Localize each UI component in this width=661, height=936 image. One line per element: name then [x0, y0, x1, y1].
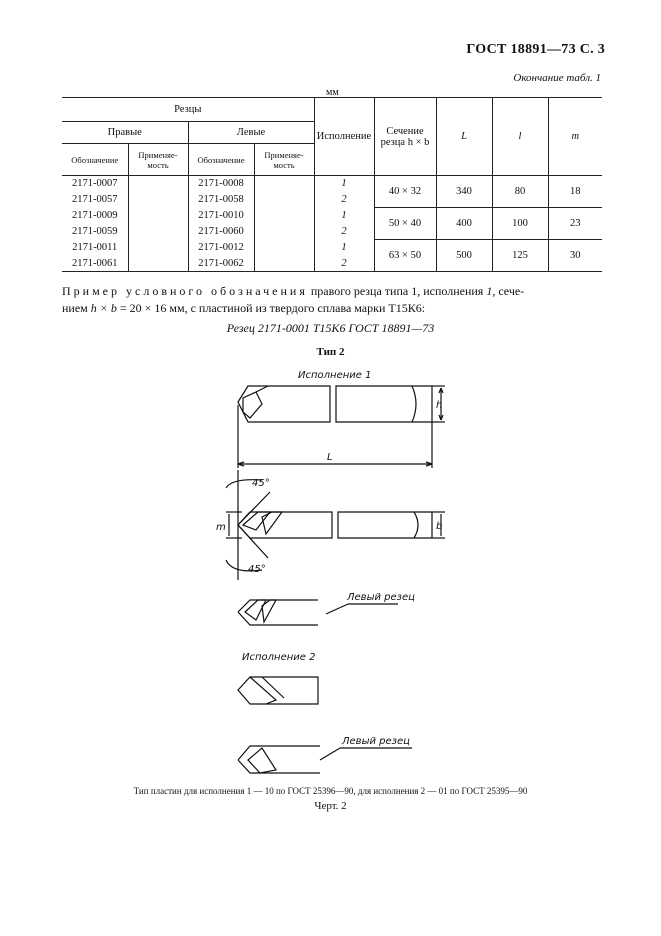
label-angle1: 45° [252, 478, 270, 489]
left-cutter-isp2 [238, 746, 412, 773]
cell-L: 400 [436, 208, 492, 240]
cell-left: 2171-0060 [188, 224, 254, 240]
cell-right: 2171-0009 [72, 210, 118, 221]
cell-right: 2171-0061 [62, 256, 128, 272]
cell-left: 2171-0058 [188, 192, 254, 208]
cell-l: 80 [492, 176, 548, 208]
cell-right: 2171-0011 [72, 242, 118, 253]
cell-isp: 2 [314, 256, 374, 272]
header-section-1: Сечение [386, 125, 424, 137]
label-L: L [327, 452, 333, 463]
cutter-top-view [238, 386, 445, 468]
cell-l: 125 [492, 240, 548, 272]
cell-left: 2171-0008 [188, 176, 254, 192]
header-applic-2: мость [147, 159, 169, 170]
body-text-3: нием [62, 301, 91, 315]
cell-right: 2171-0007 [72, 178, 118, 190]
cell-section: 40 × 32 [374, 176, 436, 208]
cell-left: 2171-0062 [188, 256, 254, 272]
cell-isp: 2 [314, 224, 374, 240]
header-applic-1: Применяе- [138, 149, 178, 160]
figure-caption: Черт. 2 [314, 800, 347, 812]
table-unit: мм [326, 87, 339, 98]
label-isp1: Исполнение 1 [298, 370, 372, 381]
isp-number: 1 [486, 284, 493, 298]
label-angle2: 45° [248, 564, 266, 575]
label-m: m [216, 522, 226, 533]
cell-left: 2171-0012 [188, 240, 254, 256]
header-left: Левые [188, 122, 314, 144]
cell-m: 30 [548, 240, 602, 272]
label-b: b [436, 521, 443, 532]
lead-phrase: Пример условного обозначения [62, 284, 308, 298]
body-text-2: , сече- [492, 284, 525, 298]
cell-isp: 1 [314, 240, 374, 256]
left-cutter-isp1 [238, 600, 398, 625]
header-ispoln: Исполнение [314, 98, 374, 176]
header-applic-1b: Применяе- [264, 149, 304, 160]
cell-right: 2171-0057 [72, 194, 118, 205]
cell-m: 23 [548, 208, 602, 240]
header-right-designation: Обозначение [62, 144, 128, 176]
body-text-4: = 20 × 16 мм, с пластиной из твердого сплава марки Т15К6: [116, 301, 426, 315]
page-header: ГОСТ 18891—73 С. 3 [466, 42, 605, 57]
header-section-2: резца h × b [380, 136, 430, 148]
cell-L: 340 [436, 176, 492, 208]
header-applic-2b: мость [273, 159, 295, 170]
type-heading: Тип 2 [316, 346, 345, 358]
header-right: Правые [62, 122, 188, 144]
label-left-cutter-1: Левый резец [347, 592, 415, 603]
label-h: h [436, 400, 443, 411]
cell-section: 63 × 50 [374, 240, 436, 272]
header-rezcy: Резцы [174, 104, 202, 115]
table-caption: Окончание табл. 1 [513, 72, 601, 84]
cell-l: 100 [492, 208, 548, 240]
header-left-designation: Обозначение [188, 144, 254, 176]
header-m: m [548, 98, 602, 176]
label-isp2: Исполнение 2 [242, 652, 316, 663]
cell-left: 2171-0010 [188, 208, 254, 224]
label-left-cutter-2: Левый резец [342, 736, 410, 747]
cell-section: 50 × 40 [374, 208, 436, 240]
cell-L: 500 [436, 240, 492, 272]
cell-right: 2171-0059 [72, 226, 118, 237]
example-designation: Резец 2171-0001 Т15К6 ГОСТ 18891—73 [226, 321, 435, 335]
cell-isp: 2 [314, 192, 374, 208]
header-l: l [492, 98, 548, 176]
cutter-isp2 [238, 677, 318, 704]
footnote: Тип пластин для исполнения 1 — 10 по ГОСТ 25396—90, для исполнения 2 — 01 по ГОСТ 25395—90 [133, 786, 528, 796]
body-text-1: правого резца типа 1, исполнения [307, 284, 487, 298]
hb-symbol: h × b [90, 301, 117, 315]
header-L: L [436, 98, 492, 176]
cell-isp: 1 [314, 176, 374, 192]
cell-m: 18 [548, 176, 602, 208]
cell-isp: 1 [314, 208, 374, 224]
